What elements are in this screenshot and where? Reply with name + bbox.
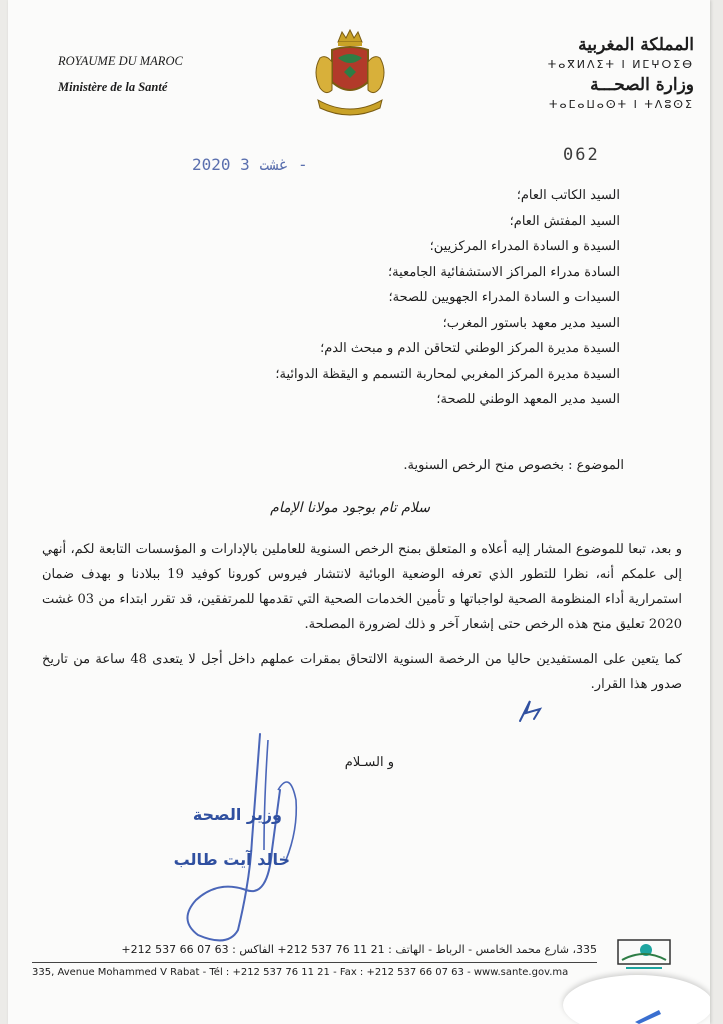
date-stamp: 2020 غشت 3 - xyxy=(192,155,308,174)
royal-emblem-icon xyxy=(308,28,392,120)
recipient-item: السيدة مديرة المركز الوطني لتحاقن الدم و مبحث الدم؛ xyxy=(320,341,620,356)
recipient-item: السيد الكاتب العام؛ xyxy=(516,188,620,203)
recipient-item: السادة مدراء المراكز الاستشفائية الجامعية؛ xyxy=(388,264,620,280)
recipient-item: السيد مدير معهد باستور المغرب؛ xyxy=(442,315,620,331)
recipient-item: السيدات و السادة المدراء الجهويين للصحة؛ xyxy=(388,290,620,305)
recipient-item: السيد المفتش العام؛ xyxy=(509,213,620,229)
signatory-name: خالد آيت طالب xyxy=(173,850,290,869)
ar-ministry: وزارة الصحـــة xyxy=(590,75,694,95)
fr-ministry: Ministère de la Santé xyxy=(58,80,168,94)
ar-kingdom: المملكة المغربية xyxy=(578,35,694,55)
french-header xyxy=(58,48,258,100)
footer-address-french: 335, Avenue Mohammed V Rabat - Tél : +212 537 76 11 21 - Fax : +212 537 66 07 63 - www.sante.gov.ma xyxy=(32,967,569,978)
fr-kingdom: ROYAUME DU MAROC xyxy=(58,54,183,68)
signatory-title: وزير الصحة xyxy=(192,805,282,824)
letter-page xyxy=(8,0,710,1024)
recipient-item: السيدة و السادة المدراء المركزيين؛ xyxy=(429,239,620,254)
tifinagh-ministry: ⵜⴰⵎⴰⵡⴰⵙⵜ ⵏ ⵜⴷⵓⵙⵉ xyxy=(549,98,694,111)
body-paragraph: كما يتعين على المستفيدين حاليا من الرخصة السنوية الالتحاق بمقرات عملهم داخل أجل لا يتعدى 48 ساعة من تاريخ صدور هذا القرار. xyxy=(42,652,682,692)
footer-address-arabic: 335، شارع محمد الخامس - الرباط - الهاتف : 21 11 76 537 212+ الفاكس : 63 07 66 537 212+ xyxy=(121,943,597,956)
greeting: سلام تام بوجود مولانا الإمام xyxy=(270,500,430,516)
pen-icon xyxy=(633,1008,663,1024)
recipient-item: السيدة مديرة المركز المغربي لمحاربة التسمم و اليقظة الدوائية؛ xyxy=(275,366,620,382)
ministry-logo-icon xyxy=(616,938,672,972)
handwritten-signature-icon xyxy=(168,730,318,950)
closing-salutation: و السـلام xyxy=(344,755,394,770)
subject-line: الموضوع : بخصوص منح الرخص السنوية. xyxy=(403,458,624,473)
tifinagh-kingdom: ⵜⴰⴳⵍⴷⵉⵜ ⵏ ⵍⵎⵖⵔⵉⴱ xyxy=(547,58,694,71)
arabic-header xyxy=(474,34,694,114)
body-paragraph: و بعد، تبعا للموضوع المشار إليه أعلاه و المتعلق بمنح الرخص السنوية للعاملين بالإدارات و المؤسسات التابعة لكم، أنهي إلى علمكم أنه، نظرا للتطور الذي تعرفه الوضعية الوبائية لانتشار فيروس كورونا كوفيد 19 ببلادنا و بهدف ضمان استمرارية أداء المنظومة الصحية لواجباتها و تأمين الخدمات الصحية التي تقدمها للمرتفقين، قد تقرر ابتداء من 03 غشت 2020 تعليق منح هذه الرخص حتى إشعار آخر و ذلك لضرورة المصلحة. xyxy=(42,542,683,632)
footer-divider xyxy=(32,962,597,963)
recipients-list xyxy=(160,183,620,413)
handwritten-initials-icon xyxy=(516,695,548,725)
recipient-item: السيد مدير المعهد الوطني للصحة؛ xyxy=(436,392,620,407)
reference-number: 062 xyxy=(563,145,600,165)
letter-body xyxy=(42,537,682,707)
